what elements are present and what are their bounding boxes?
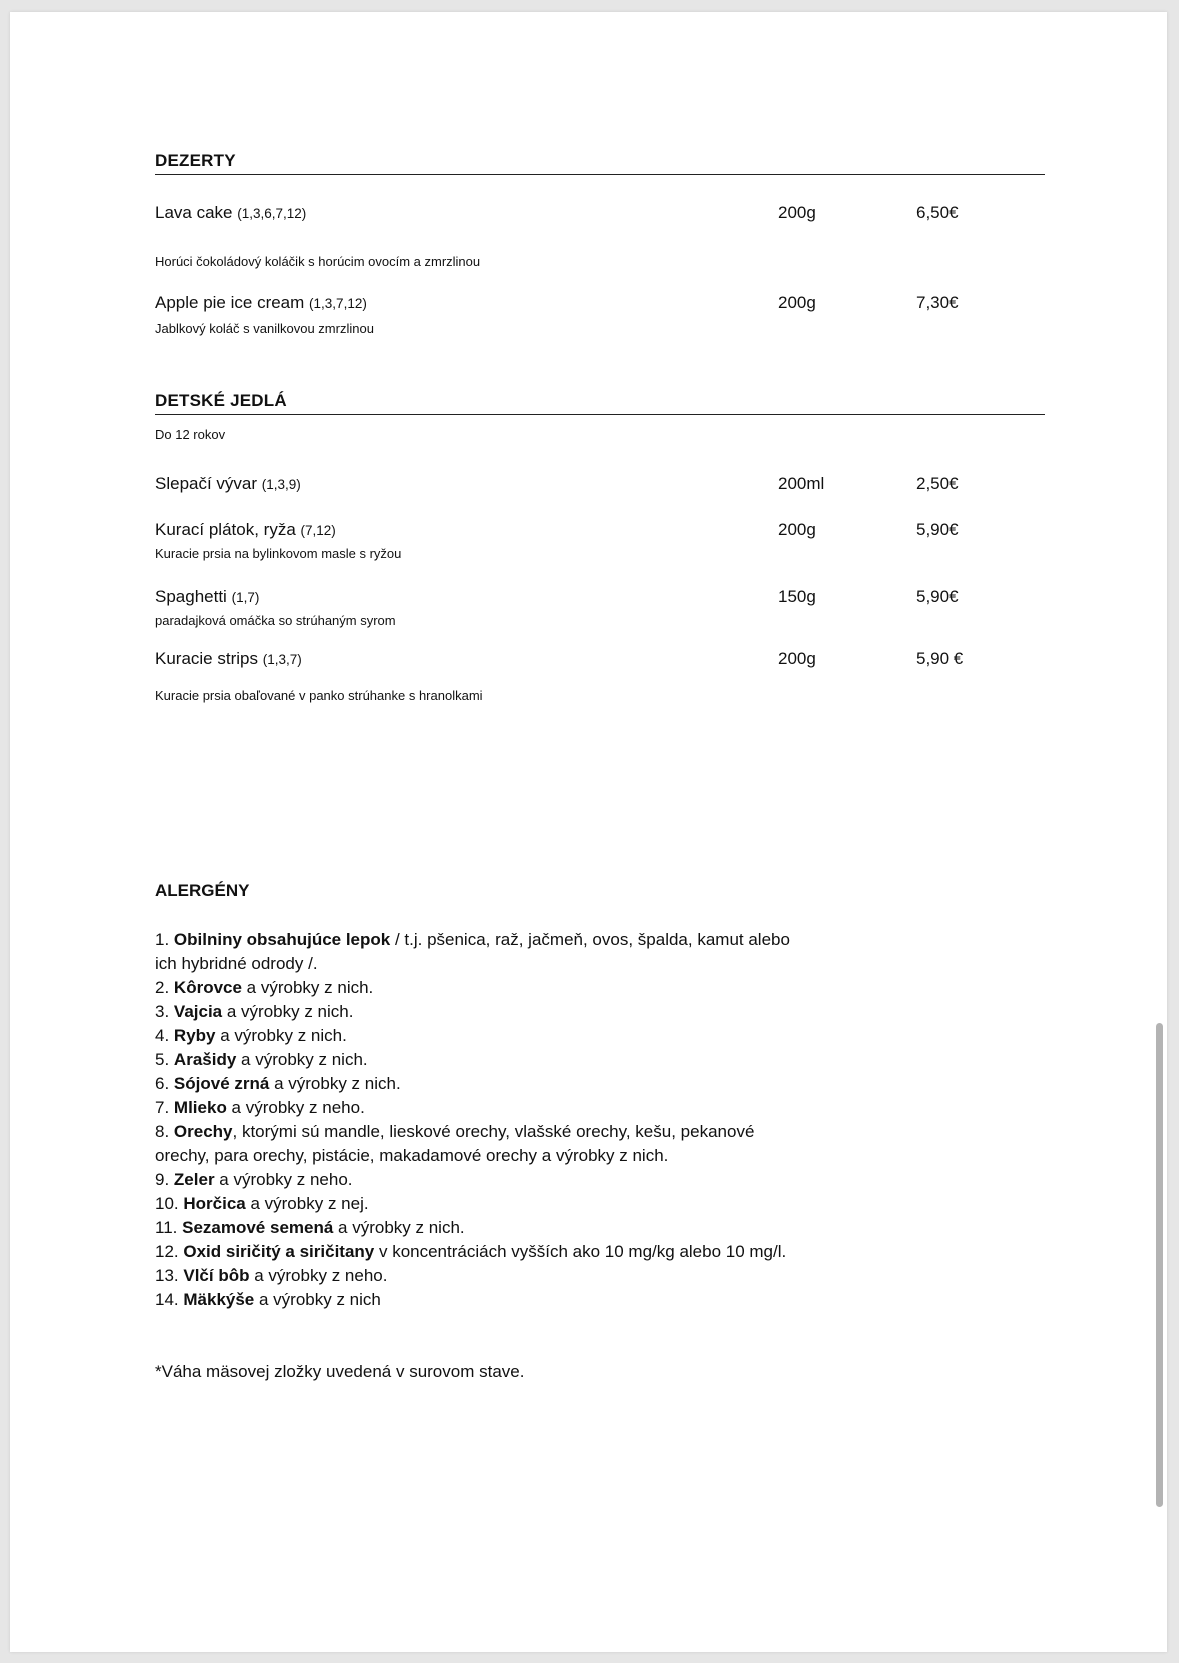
allergen-item: 7. Mlieko a výrobky z neho.	[155, 1098, 365, 1117]
item-weight: 200g	[778, 203, 816, 222]
allergen-item: 12. Oxid siričitý a siričitany v koncentráciách vyšších ako 10 mg/kg alebo 10 mg/l.	[155, 1242, 787, 1261]
item-description: paradajková omáčka so strúhaným syrom	[155, 613, 396, 628]
menu-item-name	[155, 293, 367, 313]
weight-note: *Váha mäsovej zložky uvedená v surovom stave.	[155, 1362, 525, 1381]
item-allergens: (7,12)	[300, 523, 336, 538]
item-name-text: Kurací plátok, ryža	[155, 520, 296, 539]
item-name-text: Lava cake	[155, 203, 233, 222]
allergen-item: 3. Vajcia a výrobky z nich.	[155, 1002, 354, 1021]
item-weight: 200g	[778, 293, 816, 312]
item-description: Kuracie prsia obaľované v panko strúhanke s hranolkami	[155, 688, 483, 703]
item-allergens: (1,3,7)	[262, 652, 302, 667]
allergen-item: 11. Sezamové semená a výrobky z nich.	[155, 1218, 465, 1237]
menu-item-name	[155, 520, 336, 540]
item-allergens: (1,3,9)	[261, 477, 301, 492]
item-price: 7,30€	[916, 293, 959, 312]
menu-item-name	[155, 474, 301, 494]
item-price: 2,50€	[916, 474, 959, 493]
item-price: 5,90€	[916, 587, 959, 606]
menu-page	[10, 12, 1167, 1652]
section-title-kids: DETSKÉ JEDLÁ	[155, 391, 1045, 415]
allergen-list	[155, 928, 795, 1312]
section-subtitle: Do 12 rokov	[155, 427, 226, 442]
allergen-item: 8. Orechy, ktorými sú mandle, lieskové orechy, vlašské orechy, kešu, pekanové orechy, para orechy, pistácie, makadamové orechy a výrobky z nich.	[155, 1122, 755, 1165]
item-allergens: (1,3,7,12)	[309, 296, 367, 311]
item-name-text: Kuracie strips	[155, 649, 258, 668]
allergen-item: 4. Ryby a výrobky z nich.	[155, 1026, 347, 1045]
allergen-item: 2. Kôrovce a výrobky z nich.	[155, 978, 374, 997]
item-name-text: Spaghetti	[155, 587, 227, 606]
section-title-allergens: ALERGÉNY	[155, 881, 250, 900]
item-description: Kuracie prsia na bylinkovom masle s ryžou	[155, 546, 402, 561]
item-weight: 200g	[778, 649, 816, 668]
item-weight: 200ml	[778, 474, 825, 493]
allergen-item: 1. Obilniny obsahujúce lepok / t.j. pšenica, raž, jačmeň, ovos, špalda, kamut alebo ich hybridné odrody /.	[155, 930, 790, 973]
item-name-text: Slepačí vývar	[155, 474, 258, 493]
menu-item-name	[155, 649, 302, 669]
menu-item-name	[155, 203, 306, 223]
item-name-text: Apple pie ice cream	[155, 293, 305, 312]
allergen-item: 6. Sójové zrná a výrobky z nich.	[155, 1074, 401, 1093]
allergen-item: 9. Zeler a výrobky z neho.	[155, 1170, 353, 1189]
allergen-item: 5. Arašidy a výrobky z nich.	[155, 1050, 368, 1069]
item-allergens: (1,3,6,7,12)	[237, 206, 307, 221]
scrollbar-thumb[interactable]	[1156, 1023, 1163, 1507]
item-description: Horúci čokoládový koláčik s horúcim ovocím a zmrzlinou	[155, 254, 481, 269]
item-price: 6,50€	[916, 203, 959, 222]
item-price: 5,90€	[916, 520, 959, 539]
allergen-item: 14. Mäkkýše a výrobky z nich	[155, 1290, 381, 1309]
menu-item-name	[155, 587, 259, 607]
item-weight: 200g	[778, 520, 816, 539]
item-weight: 150g	[778, 587, 816, 606]
item-price: 5,90 €	[916, 649, 964, 668]
section-title-desserts: DEZERTY	[155, 151, 1045, 175]
item-allergens: (1,7)	[231, 590, 260, 605]
allergen-item: 10. Horčica a výrobky z nej.	[155, 1194, 369, 1213]
allergen-item: 13. Vlčí bôb a výrobky z neho.	[155, 1266, 388, 1285]
item-description: Jablkový koláč s vanilkovou zmrzlinou	[155, 321, 374, 336]
